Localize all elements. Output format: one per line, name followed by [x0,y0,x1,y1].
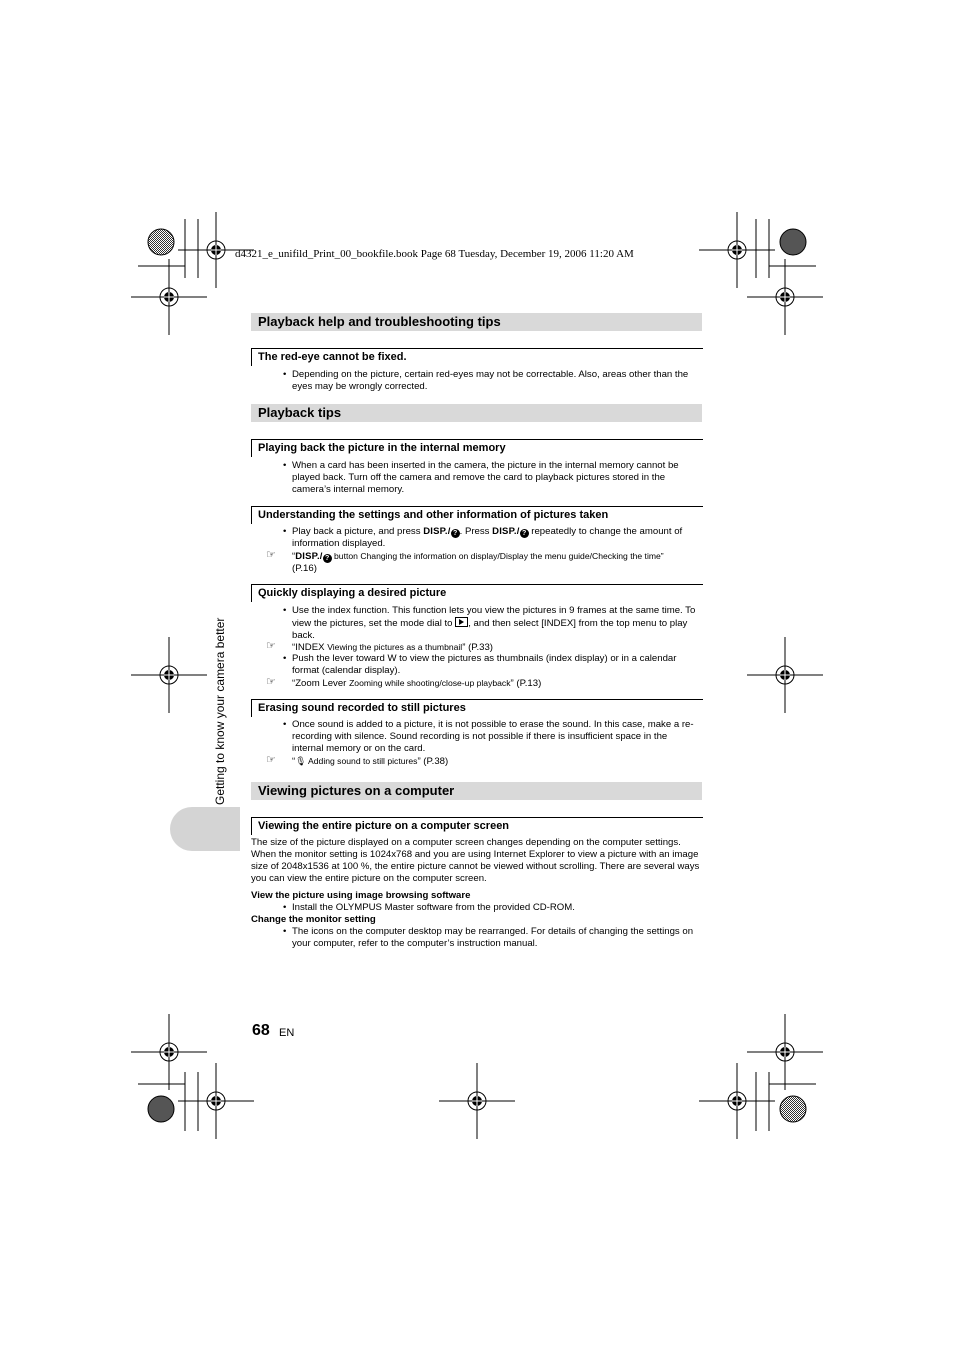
chapter-tab [170,807,240,851]
subsection-title: Quickly displaying a desired picture [258,587,447,599]
method-label: View the picture using image browsing software [251,890,471,901]
page-number: 68 [252,1022,270,1039]
language-code: EN [279,1027,295,1039]
reference-icon: ☞ [266,640,276,652]
bullet-text: Use the index function. This function lets you view the pictures in 9 frames at the same time. To view the pictures, set the mode dial to , and then select [INDEX] from the top menu to play back. [292,605,696,641]
bullet-icon: • [283,653,287,664]
list-item [283,719,701,755]
bullet-text: Play back a picture, and press DISP./ ? . Press DISP./ ? repeatedly to change the amount of information displayed. [292,526,683,549]
section-title: Viewing pictures on a computer [258,783,455,798]
list-item [283,526,701,550]
bullet-text: Depending on the picture, certain red-eyes may not be correctable. Also, areas other than the eyes may be wrongly corrected. [292,369,689,392]
help-icon: ? [451,529,460,538]
list-item [283,926,701,950]
bullet-text: Once sound is added to a picture, it is not possible to erase the sound. In this case, make a re-recording with silence. Sound recording is not possible if there is insufficient space in the internal memory or on the card. [292,719,694,754]
disp-button-label: DISP./ [423,526,451,537]
reference-item: ☞ “DISP./ ? button Changing the information on display/Display the menu guide/Checking the time” (P.16) [266,549,664,574]
subsection-title: Understanding the settings and other information of pictures taken [258,509,609,521]
disp-button-label: DISP./ [492,526,520,537]
bullet-text: The icons on the computer desktop may be rearranged. For details of changing the settings on your computer, refer to the computer’s instruction manual. [292,926,694,949]
bullet-text: When a card has been inserted in the camera, the picture in the internal memory cannot be played back. Turn off the camera and remove the card to playback pictures stored in the camera’s internal memory. [292,460,679,495]
file-header: d4321_e_unifild_Print_00_bookfile.book Page 68 Tuesday, December 19, 2006 11:20 AM [235,248,634,260]
subsection-title: Playing back the picture in the internal memory [258,442,506,454]
section-playback-tips [251,404,702,422]
subsection-entire-picture [251,817,703,835]
list-item [283,653,701,677]
bullet-icon: • [283,605,287,616]
body-paragraph: The size of the picture displayed on a computer screen changes depending on the computer settings. When the monitor setting is 1024x768 and you are using Internet Explorer to view a picture with an image size of 2048x1536 at 100 %, the entire picture cannot be viewed without scrolling. There are several ways you can view the entire picture on the computer screen. [251,837,700,884]
method-label: Change the monitor setting [251,914,376,925]
subsection-title: The red-eye cannot be fixed. [258,351,407,363]
subsection-settings-info [251,506,703,524]
help-icon: ? [520,529,529,538]
bullet-icon: • [283,926,287,937]
list-item [283,605,701,642]
microphone-icon: 🎙 [295,756,307,766]
subsection-internal-memory [251,439,703,457]
bullet-icon: • [283,460,287,471]
bullet-icon: • [283,719,287,730]
help-icon: ? [323,554,332,563]
section-title: Playback tips [258,405,342,420]
section-troubleshooting [251,313,702,331]
subsection-quick-display [251,584,703,602]
bullet-text: Push the lever toward W to view the pictures as thumbnails (index display) or in a calendar format (calendar display). [292,653,677,676]
bullet-icon: • [283,369,287,380]
list-item [283,902,701,914]
subsection-title: Erasing sound recorded to still pictures [258,702,466,714]
bullet-icon: • [283,902,287,913]
reference-item: ☞ “INDEX Viewing the pictures as a thumbnail” (P.33) [266,640,493,653]
reference-item: ☞ “Zoom Lever Zooming while shooting/close-up playback” (P.13) [266,676,542,689]
bullet-text: Install the OLYMPUS Master software from the provided CD-ROM. [292,902,575,913]
section-viewing-computer [251,782,702,800]
playback-mode-icon [455,617,468,627]
reference-item: ☞ “🎙 Adding sound to still pictures” (P.38) [266,754,449,767]
subsection-redeye [251,348,703,366]
subsection-title: Viewing the entire picture on a computer screen [258,820,510,832]
disp-button-label: DISP./ [295,551,323,562]
section-title: Playback help and troubleshooting tips [258,314,501,329]
subsection-erasing-sound [251,699,703,717]
reference-icon: ☞ [266,676,276,688]
list-item [283,369,701,393]
bullet-icon: • [283,526,287,537]
reference-icon: ☞ [266,549,276,561]
reference-icon: ☞ [266,754,276,766]
chapter-title: Getting to know your camera better [213,617,227,805]
list-item [283,460,701,496]
